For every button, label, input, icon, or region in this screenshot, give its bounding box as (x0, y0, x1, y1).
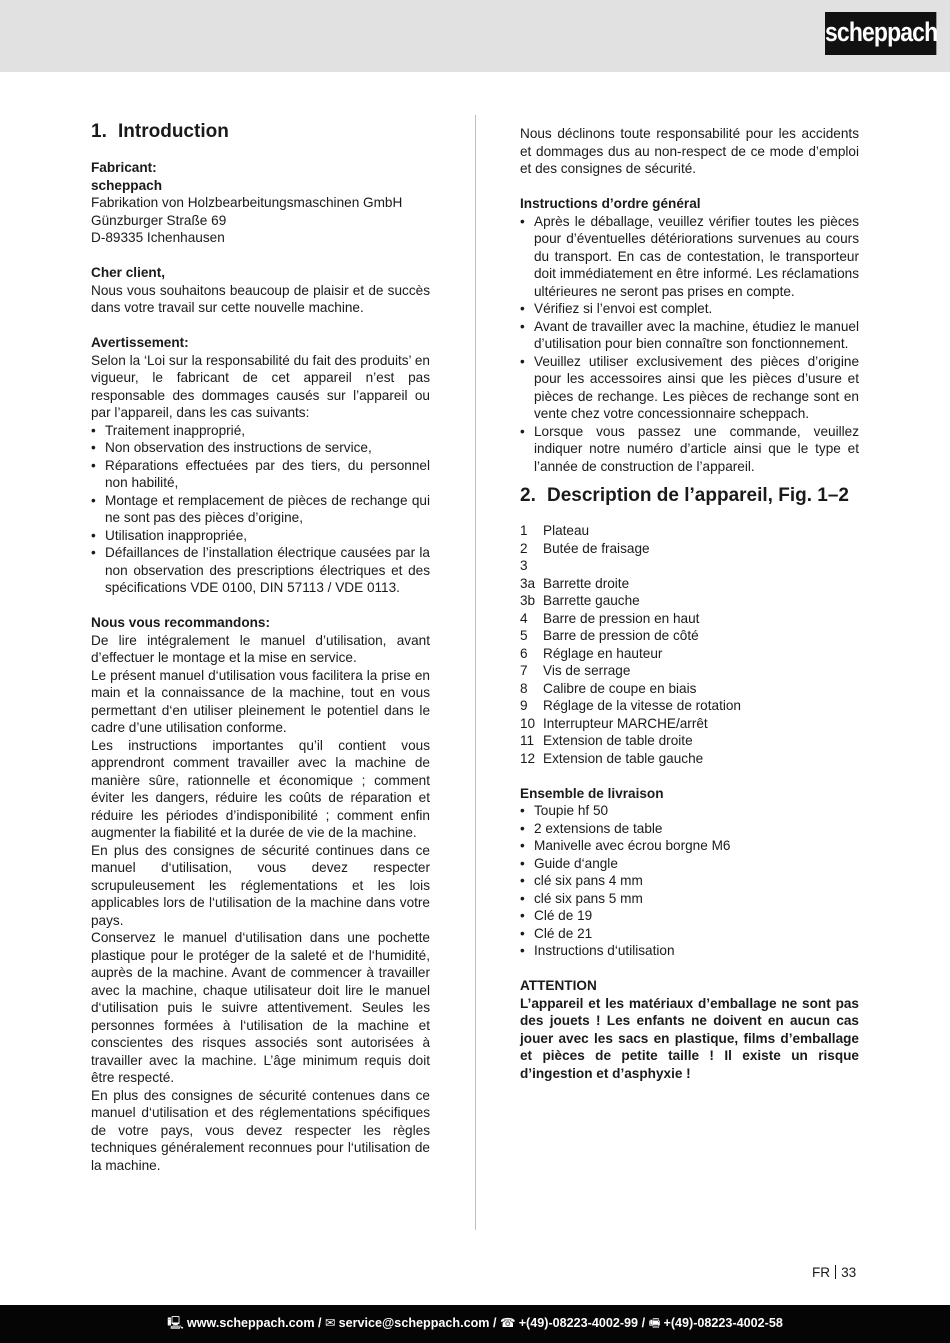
part-item (520, 662, 859, 680)
scheppach-logo: scheppach (825, 12, 936, 55)
separator: / (314, 1316, 326, 1330)
section-title-text: Description de l’appareil, Fig. 1–2 (547, 485, 849, 506)
part-item (520, 750, 859, 768)
avertissement-label: Avertissement: (91, 335, 189, 350)
list-item: • Vérifiez si l’envoi est complet. (520, 300, 859, 318)
page-number (812, 1265, 856, 1280)
list-item: • Manivelle avec écrou borgne M6 (520, 837, 859, 855)
part-label: Butée de fraisage (543, 540, 650, 556)
part-number: 1 (520, 523, 528, 538)
part-label: Barrette gauche (543, 593, 640, 608)
part-number: 9 (520, 698, 528, 713)
part-item (520, 610, 859, 628)
fabricant-label: Fabricant: (91, 160, 157, 175)
phone-number: +(49)-08223-4002-99 (518, 1316, 639, 1330)
address-line: Günzburger Straße 69 (91, 212, 227, 228)
left-column (91, 118, 430, 1174)
computer-icon: 🖳 (167, 1316, 184, 1330)
part-label: Plateau (543, 523, 590, 538)
cher-client-label: Cher client, (91, 265, 166, 280)
list-item: • Avant de travailler avec la machine, étudiez le manuel d’utilisation pour bien connaître son fonctionnement. (520, 318, 859, 353)
section-title-description (520, 482, 859, 510)
recommandons-label: Nous vous recommandons: (91, 615, 271, 630)
attention-text: L’appareil et les matériaux d’emballage ne sont pas des jouets ! Les enfants ne doivent en aucun cas jouer avec les sacs en plastique, films d’emballage et pièces de petite taille ! Il existe un risque d’ingestion et d’asphyxie ! (520, 995, 859, 1081)
column-divider (475, 115, 476, 1230)
section-number: 2. (520, 485, 536, 506)
part-label: Réglage en hauteur (543, 645, 663, 661)
list-item: • Clé de 21 (520, 925, 859, 943)
separator: / (489, 1316, 500, 1330)
footer-contact-bar (0, 1305, 950, 1343)
part-item (520, 575, 859, 593)
list-item: • clé six pans 4 mm (520, 872, 859, 890)
part-number: 3a (520, 575, 536, 591)
part-number: 12 (520, 750, 536, 766)
page-lang: FR (812, 1265, 831, 1280)
parts-list (520, 522, 859, 767)
avertissement-text: Selon la ‘Loi sur la responsabilité du fait des produits’ en vigueur, le fabricant de cet appareil n’est pas responsable des dommages causés sur l’appareil ou par l’appareil, dans les cas suivants: (91, 352, 430, 420)
list-item: • Clé de 19 (520, 907, 859, 925)
list-item: • Veuillez utiliser exclusivement des pièces d’origine pour les accessoires ainsi que les pièces d’usure et pièces de rechange. Les pièces de rechange sont en vente chez votre concessionnaire scheppach. (520, 353, 859, 423)
part-number: 2 (520, 540, 528, 556)
part-number: 11 (520, 733, 535, 748)
part-number: 4 (520, 610, 528, 626)
general-instructions-label: Instructions d’ordre général (520, 196, 701, 211)
list-item: • clé six pans 5 mm (520, 890, 859, 908)
part-number: 6 (520, 645, 528, 661)
part-item (520, 697, 859, 715)
separator: / (638, 1316, 649, 1330)
right-column (520, 125, 859, 1082)
email-link[interactable]: service@scheppach.com (338, 1316, 490, 1330)
part-number: 5 (520, 628, 528, 643)
list-item: • Toupie hf 50 (520, 802, 859, 820)
section-title-introduction (91, 118, 430, 146)
part-item (520, 680, 859, 698)
delivery-label: Ensemble de livraison (520, 785, 664, 801)
list-item: • Après le déballage, veuillez vérifier toutes les pièces pour d’éventuelles détériorations survenues au cours du transport. En cas de contestation, le transporteur doit immédiatement en être informé. Les réclamations ultérieures ne seront pas prises en compte. (520, 213, 859, 301)
part-label: Extension de table droite (543, 733, 693, 748)
part-item (520, 627, 859, 645)
list-item: • Traitement inapproprié, (91, 422, 430, 440)
part-label: Réglage de la vitesse de rotation (543, 698, 741, 713)
part-label: Vis de serrage (543, 663, 631, 678)
phone-icon: ☎ (500, 1316, 516, 1330)
part-number: 3b (520, 593, 536, 608)
paragraph: De lire intégralement le manuel d’utilisation, avant d’effectuer le montage et la mise en service. (91, 632, 430, 665)
address-line: D-89335 Ichenhausen (91, 230, 225, 245)
paragraph: En plus des consignes de sécurité continues dans ce manuel d‘utilisation, vous devez respecter scrupuleusement les réglementations et les lois applicables lors de l‘utilisation de la machine dans votre pays. (91, 842, 430, 928)
list-item: • 2 extensions de table (520, 820, 859, 838)
part-label: Extension de table gauche (543, 750, 704, 766)
part-number: 8 (520, 680, 528, 696)
part-label: Barre de pression de côté (543, 628, 699, 643)
fax-icon: 🖷 (648, 1316, 661, 1330)
part-number: 10 (520, 715, 536, 731)
paragraph: Le présent manuel d‘utilisation vous facilitera la prise en main et la connaissance de la machine, tout en vous permettant d‘en utiliser pleinement le potentiel dans le cadre d’une utilisation conforme. (91, 667, 430, 735)
part-item (520, 557, 859, 575)
fabricant-name: scheppach (91, 177, 163, 193)
list-item: • Montage et remplacement de pièces de rechange qui ne sont pas des pièces d’origine, (91, 492, 430, 527)
attention-label: ATTENTION (520, 978, 597, 993)
address-line: Fabrikation von Holzbearbeitungsmaschinen GmbH (91, 195, 403, 210)
email-icon: ✉ (325, 1316, 336, 1330)
list-item: • Guide d‘angle (520, 855, 859, 873)
delivery-list (520, 802, 859, 960)
part-number: 7 (520, 663, 528, 678)
part-label: Barre de pression en haut (543, 610, 700, 626)
paragraph: Les instructions importantes qu’il contient vous apprendront comment travailler avec la machine de manière sûre, rationnelle et économique ; comment éviter les dangers, réduire les coûts de réparation et réduire les périodes d’indisponibilité ; comment enfin augmenter la fiabilité et la durée de vie de la machine. (91, 737, 430, 840)
list-item: • Utilisation inappropriée, (91, 527, 430, 545)
list-item: • Non observation des instructions de service, (91, 439, 430, 457)
list-item: • Réparations effectuées par des tiers, du personnel non habilité, (91, 457, 430, 492)
part-item (520, 592, 859, 610)
part-item (520, 715, 859, 733)
paragraph: En plus des consignes de sécurité contenues dans ce manuel d‘utilisation et des réglementations spécifiques de votre pays, vous devez respecter les règles techniques généralement reconnues pour l‘utilisation de la machine. (91, 1087, 430, 1173)
list-item: • Instructions d‘utilisation (520, 942, 859, 960)
part-number: 3 (520, 558, 528, 573)
part-label: Barrette droite (543, 575, 630, 591)
part-item (520, 732, 859, 750)
general-instructions-list (520, 213, 859, 476)
part-label: Calibre de coupe en biais (543, 680, 697, 696)
paragraph: Conservez le manuel d‘utilisation dans une pochette plastique pour le protéger de la saleté et de l‘humidité, auprès de la machine. Avant de commencer à travailler avec la machine, chaque utilisateur doit lire le manuel d‘utilisation puis le suivre attentivement. Seules les personnes formées à l‘utilisation de la machine et conscientes des risques associés sont autorisées à travailler avec la machine. L’âge minimum requis doit être respecté. (91, 930, 430, 1085)
avertissement-list (91, 422, 430, 597)
section-title-text: Introduction (118, 121, 229, 142)
website-link[interactable]: www.scheppach.com (186, 1316, 315, 1330)
cher-client-text: Nous vous souhaitons beaucoup de plaisir et de succès dans votre travail sur cette nouvelle machine. (91, 282, 430, 315)
section-number: 1. (91, 121, 107, 142)
page-number-value: 33 (841, 1265, 857, 1280)
fax-number: +(49)-08223-4002-58 (663, 1316, 783, 1330)
decline-text: Nous déclinons toute responsabilité pour les accidents et dommages dus au non-respect de ce mode d’emploi et des consignes de sécurité. (520, 126, 859, 176)
list-item: • Défaillances de l’installation électrique causées par la non observation des prescriptions électriques et des spécifications VDE 0100, DIN 57113 / VDE 0113. (91, 544, 430, 597)
part-label: Interrupteur MARCHE/arrêt (543, 715, 708, 731)
part-item (520, 522, 859, 540)
part-item (520, 645, 859, 663)
header-band (0, 0, 950, 72)
list-item: • Lorsque vous passez une commande, veuillez indiquer notre numéro d’article ainsi que le type et l’année de construction de l’appareil. (520, 423, 859, 476)
part-item (520, 540, 859, 558)
